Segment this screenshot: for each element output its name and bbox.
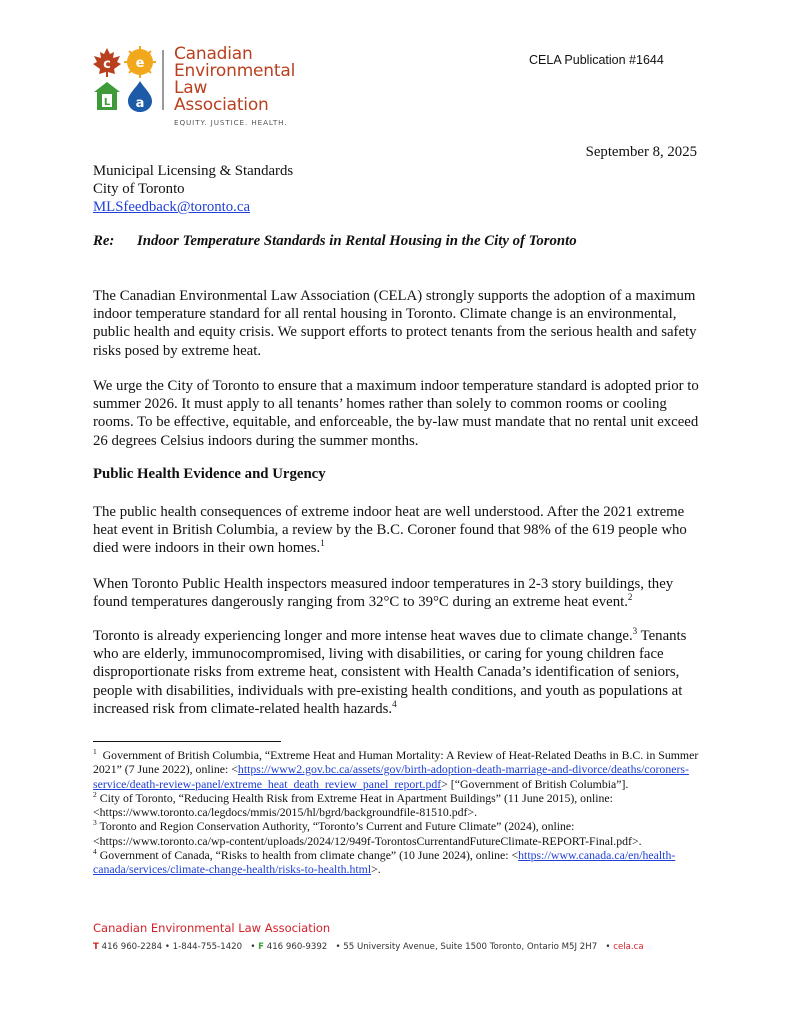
- footnotes: [93, 748, 705, 877]
- water-drop-icon: [128, 81, 152, 112]
- footnote-link[interactable]: https://www.canada.ca/en/health-canada/services/climate-change-health/risks-to-health.html: [93, 848, 676, 877]
- footnote-url[interactable]: https://www.toronto.ca/legdocs/mmis/2015/hl/bgrd/backgroundfile-81510.pdf: [99, 805, 468, 820]
- re-subject: Indoor Temperature Standards in Rental Housing in the City of Toronto: [137, 233, 577, 249]
- paragraph-4: [93, 575, 703, 611]
- paragraph-3-text: The public health consequences of extreme indoor heat are well understood. After the 2021 extreme heat event in British Columbia, a review by the B.C. Coroner found that 98% of the 619 people who died were indoors in their own homes.: [93, 504, 687, 557]
- fax-label: F: [258, 942, 265, 952]
- sun-icon: [124, 46, 156, 78]
- fax-number: 416 960-9392: [266, 942, 328, 952]
- logo-line-3: Association: [174, 95, 269, 115]
- footnote-1: [93, 748, 705, 791]
- website-link[interactable]: cela.ca: [613, 942, 644, 952]
- footnote-text: City of Toronto, “Reducing Health Risk from Extreme Heat in Apartment Buildings” (11 June 2015), online: <: [93, 790, 613, 820]
- svg-text:a: a: [135, 96, 145, 111]
- footnote-text-end: >.: [631, 833, 642, 848]
- separator: •: [605, 942, 611, 952]
- letter-date: September 8, 2025: [585, 144, 697, 160]
- recipient-line-1: Municipal Licensing & Standards: [93, 163, 294, 179]
- paragraph-2: We urge the City of Toronto to ensure that a maximum indoor temperature standard is adopted prior to summer 2026. It must apply to all tenants’ homes rather than solely to common rooms or cooling rooms. To be effective, equitable, and enforceable, the by-law must mandate that no rental unit exceed 26 degrees Celsius indoors during the summer months.: [93, 378, 699, 449]
- footnote-text: Government of Canada, “Risks to health from climate change” (10 June 2024), online: <: [99, 848, 519, 863]
- section-heading: Public Health Evidence and Urgency: [93, 466, 326, 482]
- publication-number: CELA Publication #1644: [529, 53, 664, 67]
- footnote-number: 1: [93, 747, 97, 757]
- house-icon: [94, 82, 120, 110]
- footer-organization: Canadian Environmental Law Association: [93, 921, 331, 935]
- footer-contact: [93, 942, 644, 952]
- recipient-address: [93, 162, 293, 216]
- logo-icons: [92, 46, 156, 112]
- footnote-text-end: >.: [371, 862, 381, 877]
- footnote-text-end: >.: [467, 805, 478, 820]
- phone-label: T: [93, 942, 99, 952]
- svg-text:c: c: [103, 57, 111, 72]
- footnote-2: [93, 791, 705, 820]
- cela-logo: [92, 44, 332, 127]
- paragraph-3: [93, 503, 703, 558]
- recipient-line-2: City of Toronto: [93, 181, 185, 197]
- footnote-link[interactable]: https://www2.gov.bc.ca/assets/gov/birth-adoption-death-marriage-and-divorce/deaths/coroners-service/death-review-panel/extreme_heat_death_review_panel_report.pdf: [93, 762, 689, 791]
- paragraph-5-text-b: Tenants who are elderly, immunocompromised, living with disabilities, or caring for young children face disproportionate risks from extreme heat, consistent with Health Canada’s identification of seniors, people with disabilities, individuals with pre-existing health conditions, and youth as populations at increased risk from climate-related health hazards.: [93, 628, 687, 717]
- footnote-text: Toronto and Region Conservation Authority, “Toronto’s Current and Future Climate” (2024), online: <: [93, 819, 575, 848]
- logo-divider: [162, 50, 164, 110]
- footnote-3: [93, 819, 705, 848]
- footnote-url[interactable]: https://www.toronto.ca/wp-content/uploads/2024/12/949f-TorontosCurrentandFutureClimate-REPORT-Final.pdf: [99, 833, 632, 848]
- footnote-number: 2: [93, 789, 97, 799]
- footnote-4: [93, 848, 705, 877]
- tollfree-number: 1-844-755-1420: [172, 942, 243, 952]
- re-label: Re:: [93, 233, 115, 249]
- footnote-ref-4[interactable]: 4: [392, 698, 397, 709]
- footnote-text-end: > [“Government of British Columbia”].: [441, 776, 629, 791]
- separator: •: [335, 942, 341, 952]
- svg-text:L: L: [103, 97, 111, 108]
- footnote-ref-1[interactable]: 1: [320, 538, 325, 549]
- logo-line-2: Environmental Law: [174, 61, 296, 98]
- logo-line-1: Canadian: [174, 44, 253, 64]
- paragraph-4-text: When Toronto Public Health inspectors measured indoor temperatures in 2-3 story buildings, they found temperatures dangerously ranging from 32°C to 39°C during an extreme heat event.: [93, 576, 674, 611]
- separator: •: [250, 942, 256, 952]
- maple-leaf-icon: [93, 48, 121, 77]
- footnote-text: Government of British Columbia, “Extreme Heat and Human Mortality: A Review of Heat-Related Deaths in B.C. in Summer 2021” (7 June 2022), online: <: [93, 748, 699, 777]
- footnote-ref-2[interactable]: 2: [627, 592, 633, 603]
- footnote-number: 4: [93, 847, 97, 857]
- phone-number: 416 960-2284: [101, 942, 163, 952]
- paragraph-1: The Canadian Environmental Law Association (CELA) strongly supports the adoption of a maximum indoor temperature standard for all rental housing in Toronto. Climate change is an environmental, public health and equity crisis. We support efforts to protect tenants from the serious health and safety risks posed by extreme heat.: [93, 288, 697, 359]
- footer-address: 55 University Avenue, Suite 1500 Toronto, Ontario M5J 2H7: [343, 942, 598, 952]
- footnote-ref-3[interactable]: 3: [632, 626, 638, 637]
- logo-tagline: EQUITY. JUSTICE. HEALTH.: [174, 118, 288, 127]
- logo-wordmark: [174, 46, 332, 127]
- footnote-number: 3: [93, 818, 97, 828]
- separator: •: [164, 942, 170, 952]
- footnote-separator: [93, 741, 281, 742]
- recipient-email-link[interactable]: MLSfeedback@toronto.ca: [93, 199, 251, 215]
- paragraph-5-text-a: Toronto is already experiencing longer and more intense heat waves due to climate change.: [93, 628, 633, 644]
- subject-line: [93, 233, 577, 250]
- paragraph-5: [93, 627, 703, 718]
- svg-text:e: e: [135, 56, 145, 71]
